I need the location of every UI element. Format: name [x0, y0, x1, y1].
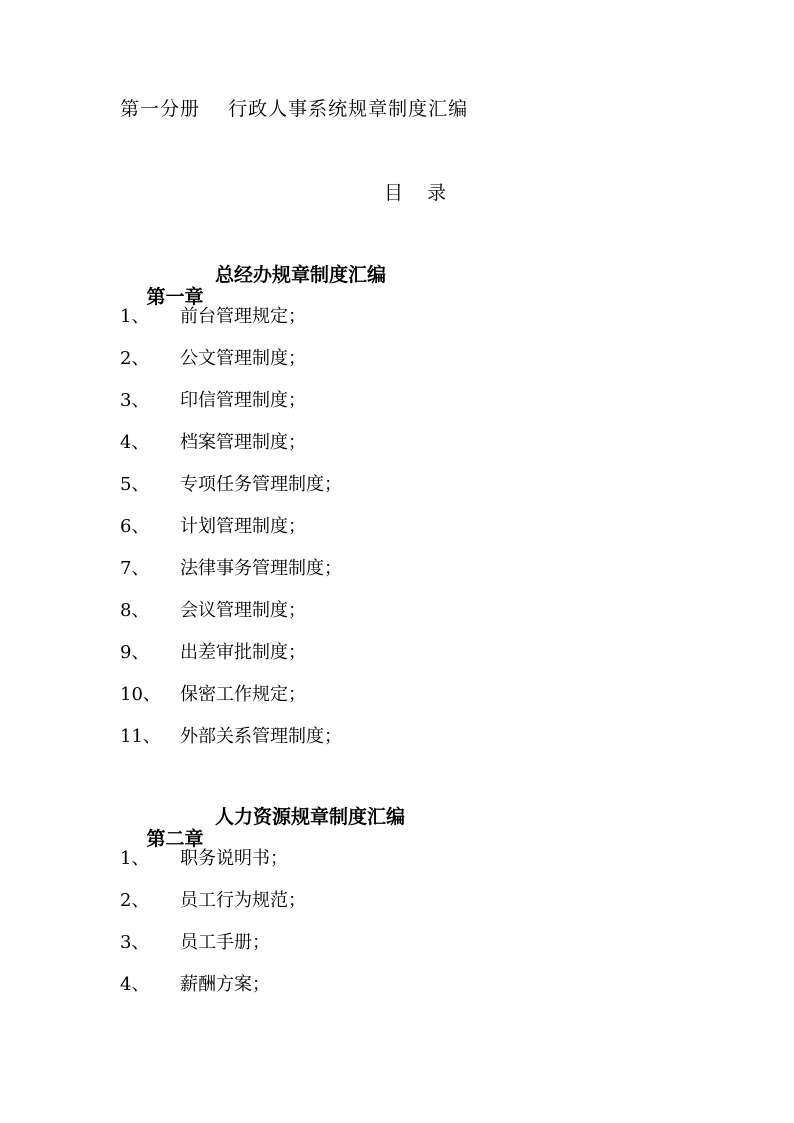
item-number: 10、 [120, 684, 161, 705]
item-text: 职务说明书； [180, 848, 288, 869]
item-text: 保密工作规定； [180, 684, 306, 705]
item-number: 4、 [120, 974, 150, 995]
item-number: 6、 [120, 516, 150, 537]
item-number: 5、 [120, 474, 150, 495]
chapter-label: 第一章 [146, 286, 204, 308]
item-number: 7、 [120, 558, 150, 579]
item-text: 印信管理制度； [180, 390, 306, 411]
item-number: 9、 [120, 642, 150, 663]
chapter-label: 第二章 [146, 828, 204, 850]
item-number: 1、 [120, 848, 150, 869]
item-number: 8、 [120, 600, 150, 621]
toc-title: 目 录 [384, 182, 447, 204]
chapter-title: 总经办规章制度汇编 [215, 264, 387, 286]
item-text: 档案管理制度； [180, 432, 306, 453]
item-text: 会议管理制度； [180, 600, 306, 621]
item-number: 3、 [120, 932, 150, 953]
item-text: 薪酬方案； [180, 974, 270, 995]
volume-title: 第一分册 行政人事系统规章制度汇编 [120, 98, 469, 120]
item-text: 前台管理规定； [180, 306, 306, 327]
item-number: 3、 [120, 390, 150, 411]
item-text: 员工行为规范； [180, 890, 306, 911]
item-text: 员工手册； [180, 932, 270, 953]
item-text: 公文管理制度； [180, 348, 306, 369]
item-number: 4、 [120, 432, 150, 453]
item-number: 2、 [120, 890, 150, 911]
item-number: 2、 [120, 348, 150, 369]
chapter-title: 人力资源规章制度汇编 [215, 806, 406, 828]
item-text: 专项任务管理制度； [180, 474, 342, 495]
item-number: 11、 [120, 726, 161, 747]
item-text: 法律事务管理制度； [180, 558, 342, 579]
item-text: 出差审批制度； [180, 642, 306, 663]
item-text: 外部关系管理制度； [180, 726, 342, 747]
item-text: 计划管理制度； [180, 516, 306, 537]
item-number: 1、 [120, 306, 150, 327]
